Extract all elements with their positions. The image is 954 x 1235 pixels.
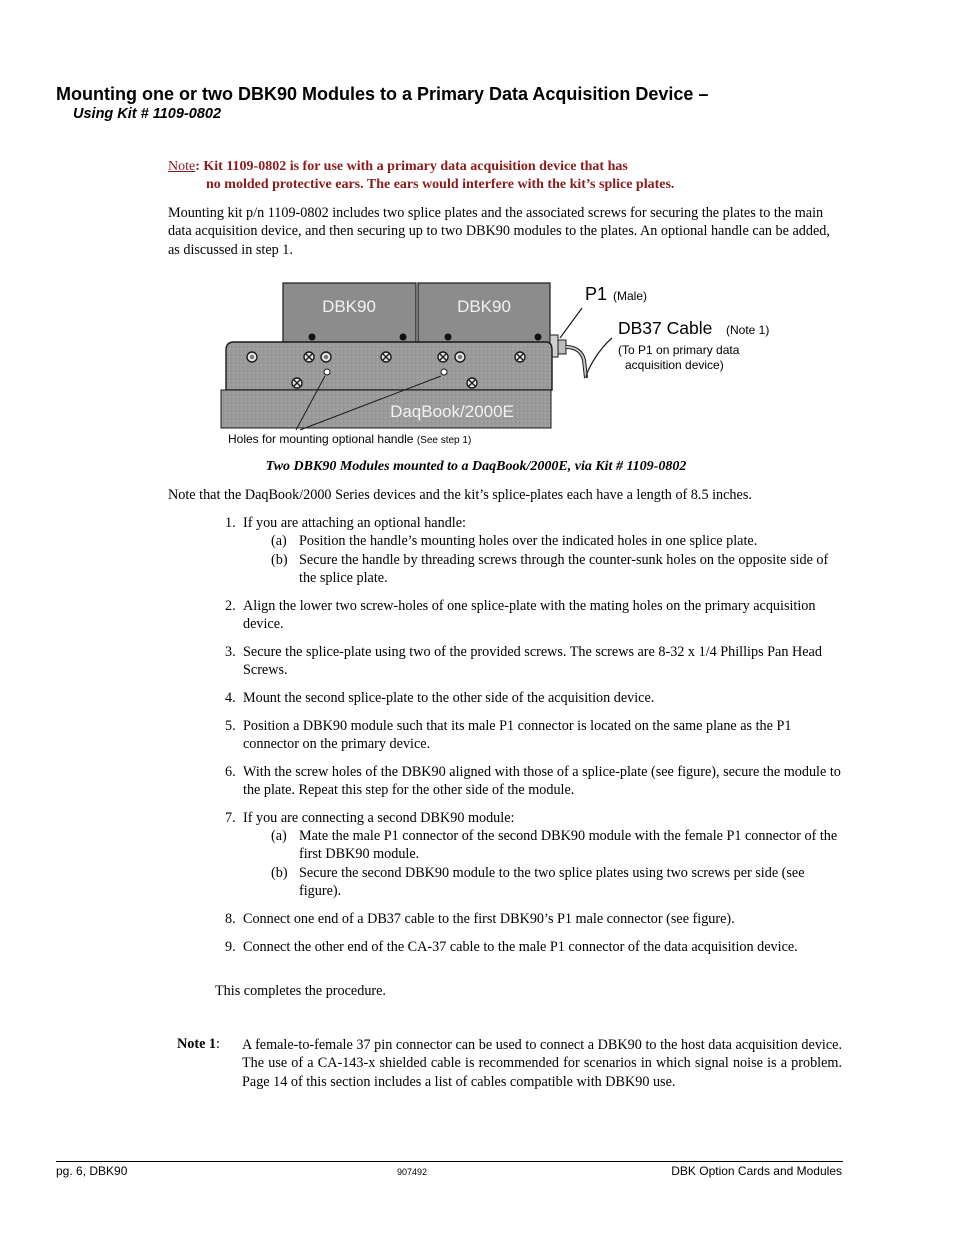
step-number: 8. xyxy=(225,910,236,927)
dbk90-left-label: DBK90 xyxy=(322,297,376,316)
cable-plug xyxy=(558,340,566,354)
substep-text: Mate the male P1 connector of the second DBK90 module with the female P1 connector of the first DBK90 module. xyxy=(299,828,838,863)
step-text: Secure the splice-plate using two of the provided screws. The screws are 8-32 x 1/4 Phillips Pan Head Screws. xyxy=(243,643,822,679)
step-item xyxy=(215,938,841,956)
step-item xyxy=(215,717,841,754)
step-item xyxy=(215,514,841,587)
cable-note-label: (Note 1) xyxy=(726,323,770,337)
handle-hole xyxy=(324,369,330,375)
step-number: 2. xyxy=(225,597,236,614)
handle-hole xyxy=(441,369,447,375)
step-text: Align the lower two screw-holes of one splice-plate with the mating holes on the primary acquisition device. xyxy=(243,597,816,632)
completion-text: This completes the procedure. xyxy=(215,983,386,999)
kit-note-colon: : xyxy=(195,159,200,174)
note1-label: Note 1: xyxy=(177,1036,220,1052)
cable-label: DB37 Cable xyxy=(618,318,713,338)
page-subheading: Using Kit # 1109-0802 xyxy=(73,106,222,122)
p1-sub-label: (Male) xyxy=(613,289,648,303)
step-text: Connect the other end of the CA-37 cable to the male P1 connector of the data acquisition device. xyxy=(243,938,798,955)
step-text: If you are connecting a second DBK90 module: xyxy=(243,809,515,826)
page-heading: Mounting one or two DBK90 Modules to a Primary Data Acquisition Device – xyxy=(56,84,709,104)
note1-text: A female-to-female 37 pin connector can be used to connect a DBK90 to the host data acquisition device. The use of a CA-143-x shielded cable is recommended for scenarios in which signal noise is a problem. Page 14 of this section includes a list of cables compatible with DBK90 use. xyxy=(242,1037,842,1090)
step-text: If you are attaching an optional handle: xyxy=(243,515,466,531)
step-text: With the screw holes of the DBK90 aligned with those of a splice-plate (see figure), secure the module to the plate. Repeat this step for the other side of the module. xyxy=(243,763,841,799)
substep-item xyxy=(215,532,841,550)
kit-note-label: Note xyxy=(168,159,196,174)
step-item xyxy=(215,809,841,900)
module-screw-hole xyxy=(309,334,316,341)
footer-title: DBK Option Cards and Modules xyxy=(671,1164,842,1178)
kit-note xyxy=(168,158,674,194)
step-item xyxy=(215,689,841,707)
substep-item xyxy=(215,551,841,588)
kit-note-line1: Kit 1109-0802 is for use with a primary data acquisition device that has xyxy=(203,159,628,174)
dbk90-right-label: DBK90 xyxy=(457,297,511,316)
step-item xyxy=(215,643,841,680)
step-item xyxy=(215,763,841,800)
cable-desc-1: (To P1 on primary data xyxy=(618,343,740,357)
step-number: 9. xyxy=(225,938,236,955)
step-item xyxy=(215,910,841,928)
module-screw-hole xyxy=(400,334,407,341)
substep-label: (b) xyxy=(271,551,288,568)
step-number: 5. xyxy=(225,717,236,734)
substep-label: (a) xyxy=(271,828,287,845)
db37-cable xyxy=(566,347,586,378)
substep-text: Secure the handle by threading screws through the counter-sunk holes on the opposite side of the splice plate. xyxy=(299,551,829,586)
daqbook-label: DaqBook/2000E xyxy=(390,402,514,421)
p1-label: P1 xyxy=(585,284,608,304)
footer-page: pg. 6, DBK90 xyxy=(56,1164,128,1178)
procedure-steps xyxy=(215,514,841,965)
step-item xyxy=(215,597,841,634)
substep-item xyxy=(215,827,841,864)
step-number: 4. xyxy=(225,689,236,706)
step-number: 7. xyxy=(225,809,236,826)
step-number: 1. xyxy=(225,515,236,531)
intro-paragraph: Mounting kit p/n 1109-0802 includes two splice plates and the associated screws for securing the plates to the main data acquisition device, and then securing up to two DBK90 modules to the plates. An optional handle can be added, as discussed in step 1. xyxy=(168,205,830,258)
splice-plate xyxy=(226,342,552,390)
substep-text: Position the handle’s mounting holes over the indicated holes in one splice plate. xyxy=(299,533,758,550)
step-text: Mount the second splice-plate to the other side of the acquisition device. xyxy=(243,689,655,706)
p1-pointer-line xyxy=(560,308,582,338)
kit-note-line2: no molded protective ears. The ears would interfere with the kit’s splice plates. xyxy=(206,177,675,192)
figure-caption: Two DBK90 Modules mounted to a DaqBook/2000E, via Kit # 1109-0802 xyxy=(265,459,687,474)
substep-label: (a) xyxy=(271,533,287,550)
step-text: Connect one end of a DB37 cable to the first DBK90’s P1 male connector (see figure). xyxy=(243,910,735,927)
footer-doc-number: 907492 xyxy=(397,1167,428,1177)
substep-label: (b) xyxy=(271,864,288,881)
substep-text: Secure the second DBK90 module to the two splice plates using two screws per side (see figure). xyxy=(299,864,805,900)
length-note: Note that the DaqBook/2000 Series devices and the kit’s splice-plates each have a length of 8.5 inches. xyxy=(168,487,752,503)
footer-rule xyxy=(56,1161,843,1162)
module-screw-hole xyxy=(445,334,452,341)
substep-item xyxy=(215,864,841,901)
module-screw-hole xyxy=(535,334,542,341)
step-number: 6. xyxy=(225,763,236,780)
step-number: 3. xyxy=(225,643,236,660)
mounting-figure xyxy=(220,280,800,452)
holes-label: Holes for mounting optional handle (See step 1) xyxy=(228,432,472,446)
cable-desc-2: acquisition device) xyxy=(625,358,724,372)
step-text: Position a DBK90 module such that its male P1 connector is located on the same plane as the P1 connector on the primary device. xyxy=(243,717,792,752)
